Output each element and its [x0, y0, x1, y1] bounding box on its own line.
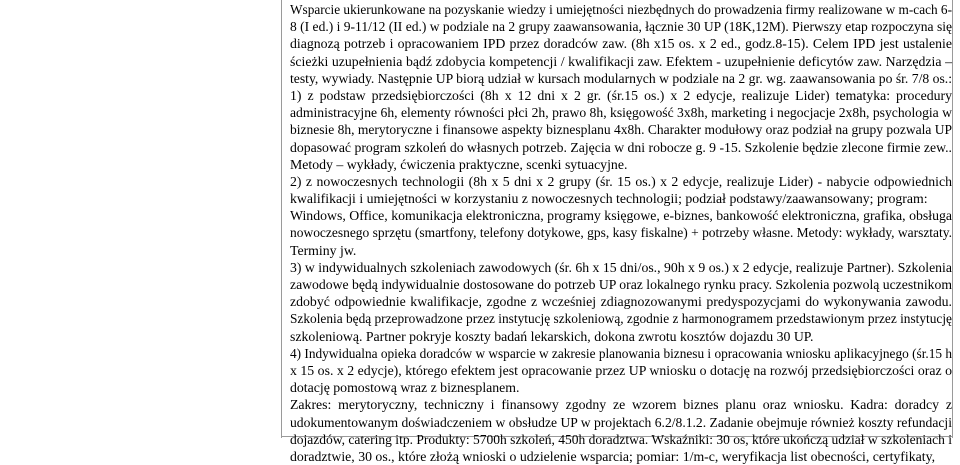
text-line: udokumentowanym doświadczeniem w obsłudze UP w projektach 6.2/8.1.2. Zadanie obejmuje również koszty refundacji — [290, 414, 952, 430]
text-line: nowoczesnego sprzętu (smartfony, telefony dotykowe, gps, kasy fiskalne) + potrzeby własne. Metody: wykłady, warsztaty. — [290, 225, 952, 241]
text-line: 1) z podstaw przedsiębiorczości (8h x 12 dni x 2 gr. (śr.15 os.) x 2 edycje, realizuje Lider) tematyka: procedury — [290, 87, 952, 103]
text-line: x 15 os. x 2 edycje), którego efektem jest opracowanie przez UP wniosku o dotację na rozwój przedsiębiorczości oraz o — [290, 362, 952, 378]
text-line: administracyjne 6h, elementy równości płci 2h, prawo 8h, księgowość 3x8h, marketing i negocjacje 2x8h, psychologia w — [290, 105, 952, 121]
text-line: szkoleniową. Partner pokryje koszty badań lekarskich, dokona zwrotu kosztów dojazdu 30 UP. — [290, 328, 814, 344]
text-line: Zakres: merytoryczny, techniczny i finansowy zgodny ze wzorem biznes planu oraz wniosku. Kadra: doradcy z — [290, 397, 952, 413]
text-line: ścieżki uzupełnienia bądź zdobycia kompetencji / kwalifikacji zaw. Efektem - uzupełnienie deficytów zaw. Narzędzia – — [290, 53, 952, 69]
text-line: testy, wywiady. Następnie UP biorą udział w kursach modularnych w podziale na 2 gr. wg. zaawansowania po śr. 7/8 os.: — [290, 70, 952, 86]
text-line: kwalifikacji i umiejętności w korzystaniu z nowoczesnych technologii; podział podstawy/zaawansowany; program: — [290, 191, 928, 207]
text-line: diagnozą potrzeb i opracowaniem IPD przez doradców zaw. (8h x15 os. x 2 ed., godz.8-15). Celem IPD jest ustalenie — [290, 36, 952, 52]
text-line: zdobyć odpowiednie kwalifikacje, zgodne z wcześniej zdiagnozowanymi predyspozycjami do wykonywania zawodu. — [290, 294, 952, 310]
text-line: Wsparcie ukierunkowane na pozyskanie wiedzy i umiejętności niezbędnych do prowadzenia firmy realizowane w m-cach 6- — [290, 2, 952, 17]
empty-left-cell — [0, 0, 281, 438]
text-line: biznesie 8h, merytoryczne i finansowe aspekty biznesplanu 4x8h. Charakter modułowy oraz podział na grupy pozwala UP — [290, 122, 952, 138]
text-line: dotację pomostową wraz z biznesplanem. — [290, 380, 520, 396]
text-line: 3) w indywidualnych szkoleniach zawodowych (śr. 6h x 15 dni/os., 90h x 9 os.) x 2 edycje, realizuje Partner). Szkolenia — [290, 259, 952, 275]
text-line: 8 (I ed.) i 9-11/12 (II ed.) w podziale na 2 grupy zaawansowania, łącznie 30 UP (18K,12M). Pierwszy etap rozpoczyna się — [290, 19, 952, 35]
description-text — [290, 1, 952, 465]
text-line: dopasować program szkoleń do własnych potrzeb. Zajęcia w dni robocze g. 9 -15. Szkolenie będzie zlecone firmie zew.. — [290, 139, 952, 155]
text-line: dojazdów, catering itp. Produkty: 5700h szkoleń, 450h doradztwa. Wskaźniki: 30 os, które ukończą udział w szkoleniach i — [290, 431, 952, 447]
text-line: 2) z nowoczesnych technologii (8h x 5 dni x 2 grupy (śr. 15 os.) x 2 edycje, realizuje Lider) - nabycie odpowiednich — [290, 173, 952, 189]
table-border-right — [952, 0, 953, 438]
text-line: Metody – wykłady, ćwiczenia praktyczne, scenki sytuacyjne. — [290, 156, 628, 172]
text-line: zawodowe będą indywidualnie dostosowane do potrzeb UP oraz lokalnego rynku pracy. Szkolenia pozwolą uczestnikom — [290, 277, 952, 292]
text-line: Szkolenia będą przeprowadzone przez instytucję szkoleniową, zgodnie z harmonogramem przedstawionym przez instytucję — [290, 311, 952, 327]
text-line: 4) Indywidualna opieka doradców w wsparcie w zakresie planowania biznesu i opracowania wniosku aplikacyjnego (śr.15 h — [290, 345, 952, 361]
text-line: doradztwie, 30 os., które złożą wnioski o udzielenie wsparcia; pomiar: 1/m-c, weryfikacja list obecności, certyfikaty, — [290, 448, 936, 464]
text-line: Terminy jw. — [290, 242, 357, 258]
text-line: Windows, Office, komunikacja elektroniczna, programy księgowe, e-biznes, bankowość elektroniczna, grafika, obsługa — [290, 208, 952, 224]
